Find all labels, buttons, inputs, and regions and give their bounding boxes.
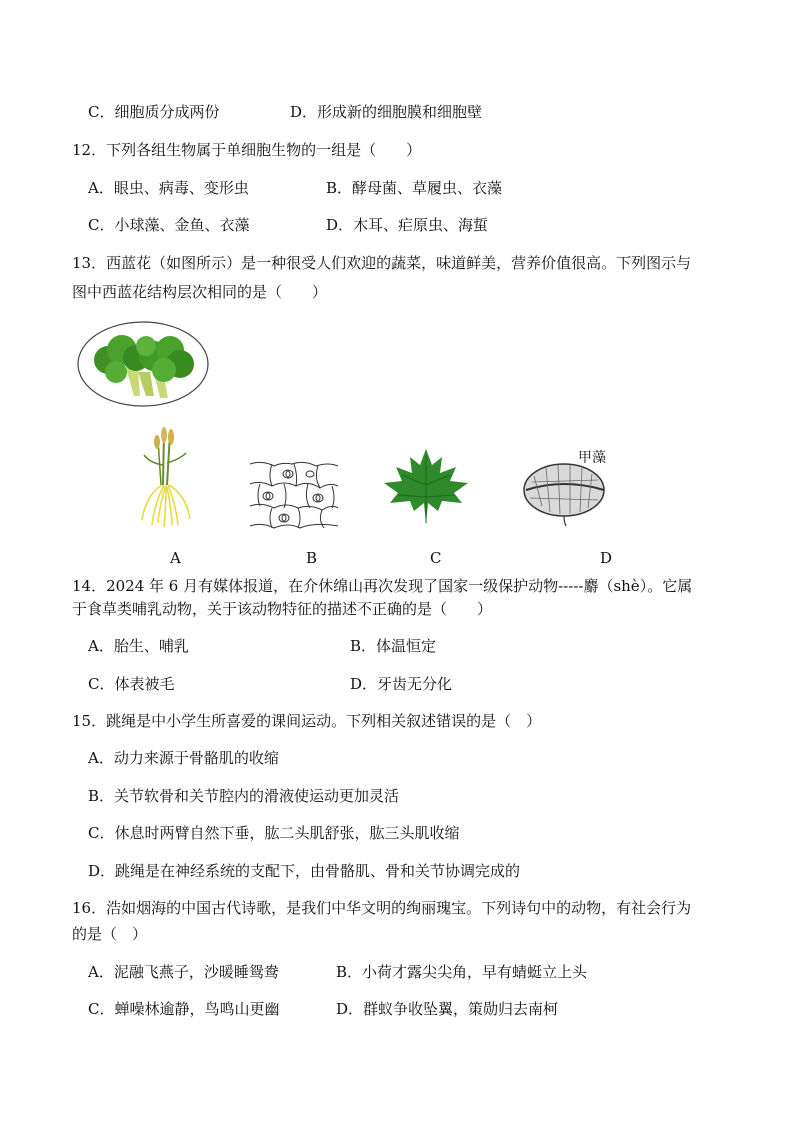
q16-stem-line1: 16．浩如烟海的中国古代诗歌，是我们中华文明的绚丽瑰宝。下列诗句中的动物，有社会行为 [72,899,692,917]
option-c-label: C [430,549,442,567]
q12-option-b: B．酵母菌、草履虫、衣藻 [326,179,503,197]
q14-option-c: C．体表被毛 [88,675,175,693]
q12-option-c: C．小球藻、金鱼、衣藻 [88,216,250,234]
q12-stem: 12．下列各组生物属于单细胞生物的一组是（ ） [72,141,422,159]
wheat-plant-image [136,425,196,529]
q15-option-c: C．休息时两臂自然下垂，肱二头肌舒张，肱三头肌收缩 [88,824,460,842]
option-a-label: A [170,549,181,567]
q14-option-b: B．体温恒定 [350,637,437,655]
q14-option-d: D．牙齿无分化 [350,675,453,693]
q11-option-c: C．细胞质分成两份 [88,103,220,121]
q16-stem-line2: 的是（ ） [72,925,148,943]
q13-stem-line1: 13．西蓝花（如图所示）是一种很受人们欢迎的蔬菜，味道鲜美，营养价值很高。下列图示与 [72,254,692,272]
q14-stem-line1: 14．2024 年 6 月有媒体报道，在介休绵山再次发现了国家一级保护动物-----麝（shè）。它属 [72,577,693,595]
q16-option-b: B．小荷才露尖尖角，早有蜻蜓立上头 [336,963,588,981]
q15-option-d: D．跳绳是在神经系统的支配下，由骨骼肌、骨和关节协调完成的 [88,862,521,880]
epidermis-cells-image [248,458,340,530]
q15-option-b: B．关节软骨和关节腔内的滑液使运动更加灵活 [88,787,400,805]
q13-stem-line2: 图中西蓝花结构层次相同的是（ ） [72,283,328,301]
q11-option-d: D．形成新的细胞膜和细胞壁 [290,103,483,121]
q14-stem-line2: 于食草类哺乳动物，关于该动物特征的描述不正确的是（ ） [72,600,493,618]
option-b-label: B [306,549,318,567]
option-d-label: D [600,549,613,567]
q16-option-d: D．群蚁争收坠翼，策勋归去南柯 [336,1000,559,1018]
q12-option-d: D．木耳、疟原虫、海蜇 [326,216,489,234]
q14-option-a: A．胎生、哺乳 [88,637,189,655]
q12-option-a: A．眼虫、病毒、变形虫 [88,179,249,197]
broccoli-image [76,320,210,408]
q15-stem: 15．跳绳是中小学生所喜爱的课间运动。下列相关叙述错误的是（ ） [72,712,542,730]
dinoflagellate-caption: 甲藻 [578,450,606,466]
maple-leaf-image [380,445,472,527]
q16-option-a: A．泥融飞燕子，沙暖睡鸳鸯 [88,963,279,981]
q15-option-a: A．动力来源于骨骼肌的收缩 [88,749,279,767]
q16-option-c: C．蝉噪林逾静，鸟鸣山更幽 [88,1000,280,1018]
